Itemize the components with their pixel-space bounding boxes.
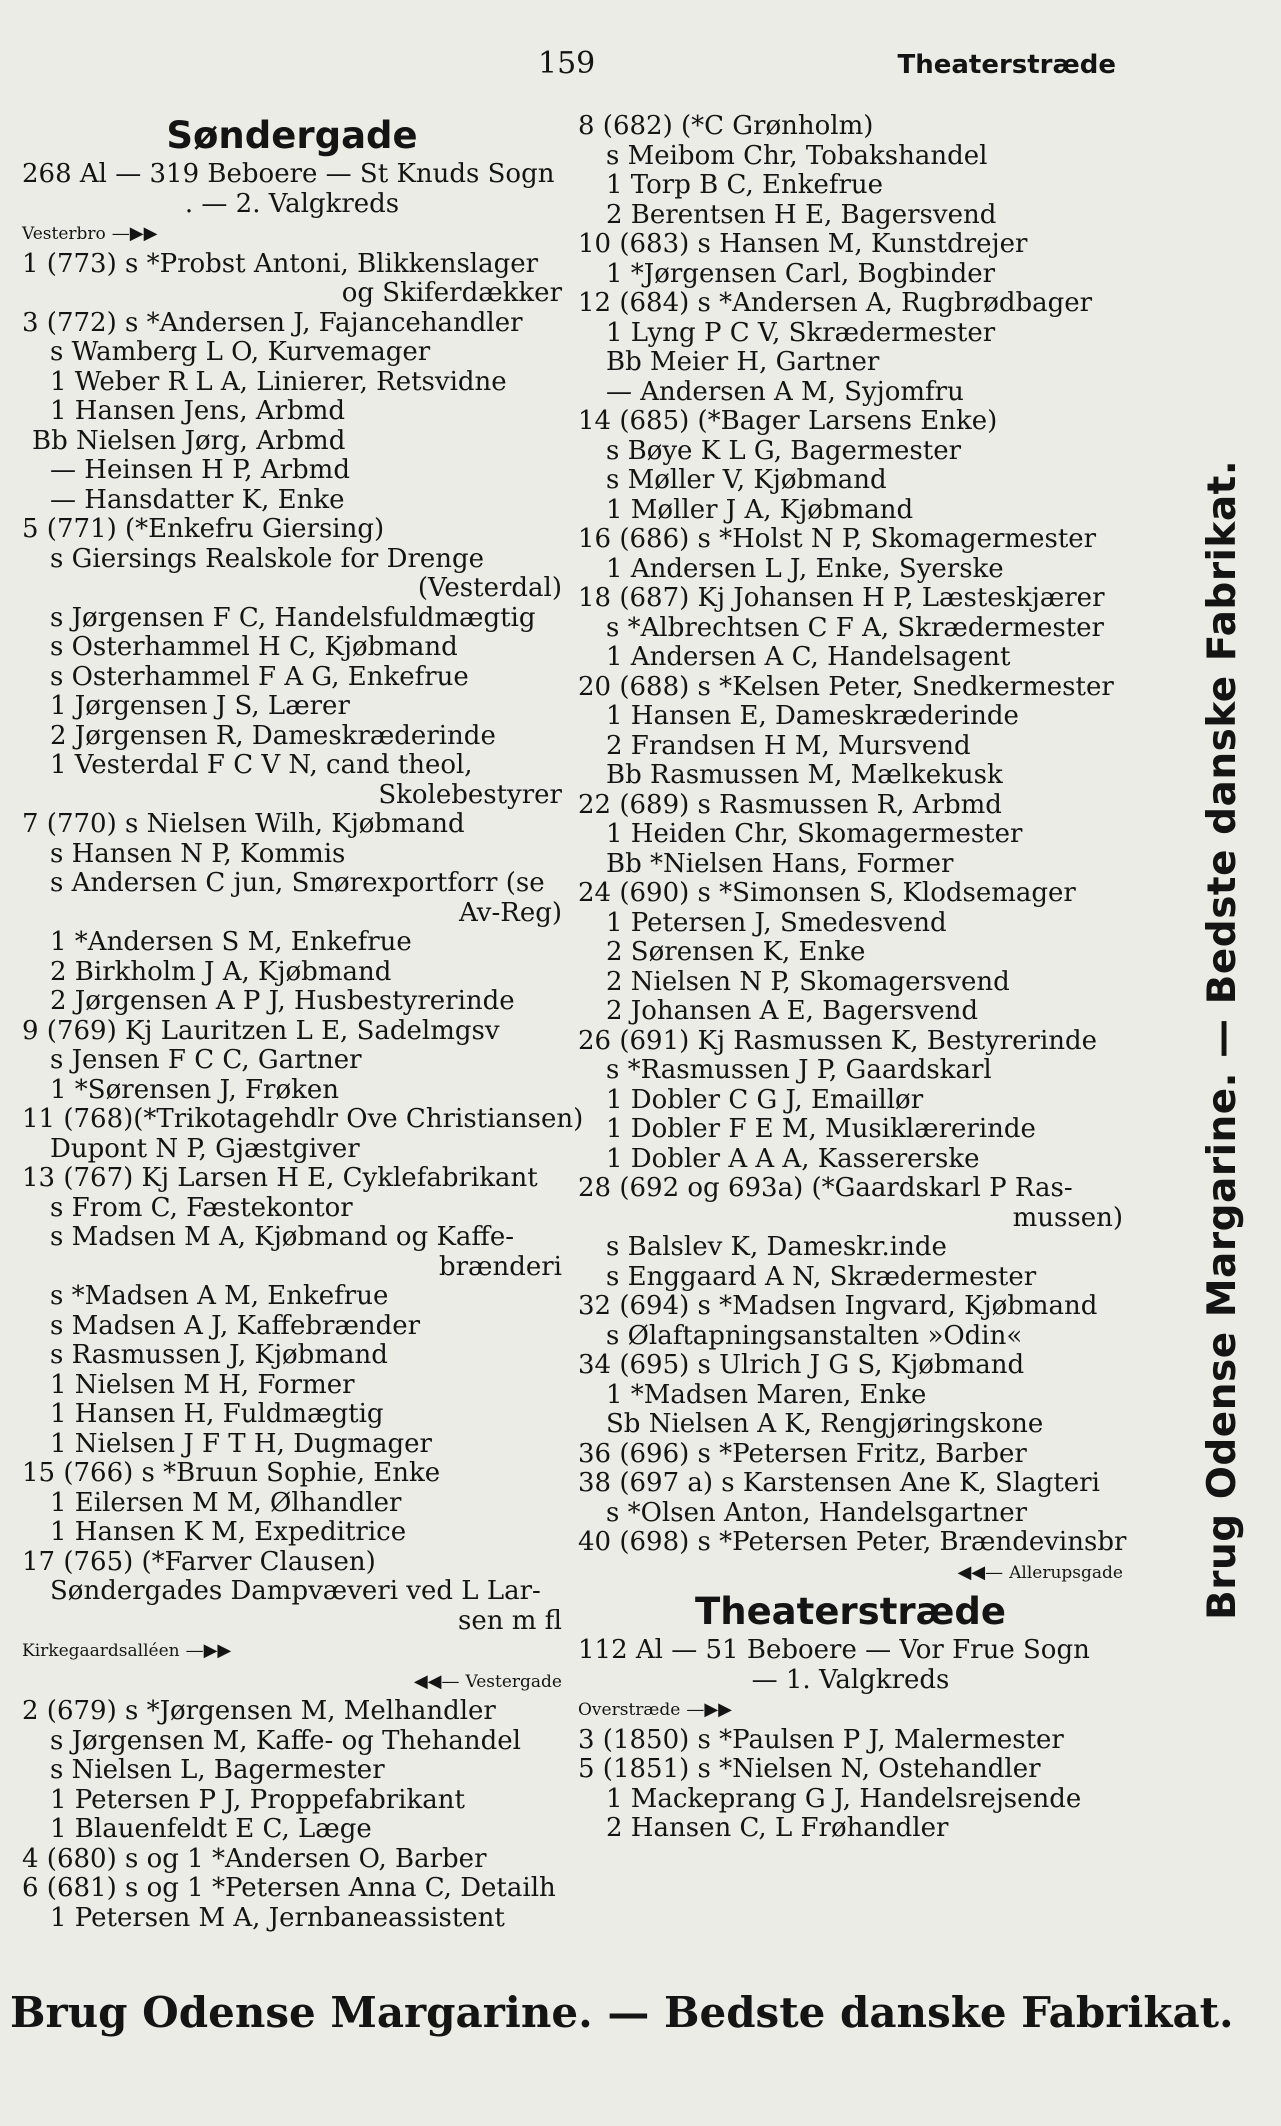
direction-arrow-icon: ◀◀— [413,1670,460,1692]
directory-line: 12 (684) s *Andersen A, Rugbrødbager [578,288,1093,318]
directory-line: 1 Hansen K M, Expeditrice [50,1517,407,1547]
directory-line: 7 (770) s Nielsen Wilh, Kjøbmand [22,809,465,839]
directory-line: s Madsen M A, Kjøbmand og Kaffe- [50,1222,515,1252]
directory-line: sen m fl [458,1605,562,1636]
directory-line: 1 Eilersen M M, Ølhandler [50,1487,402,1518]
directory-line: 1 Mackeprang G J, Handelsrejsende [606,1783,1082,1814]
directory-line: 11 (768)(*Trikotagehdlr Ove Christiansen) [22,1104,584,1134]
directory-line: 9 (769) Kj Lauritzen L E, Sadelmgsv [22,1015,500,1046]
directory-line: Bb *Nielsen Hans, Former [606,848,954,879]
directory-line: 32 (694) s *Madsen Ingvard, Kjøbmand [578,1291,1098,1321]
directory-line: 3 (772) s *Andersen J, Fajancehandler [22,307,523,338]
directory-line: 2 Jørgensen A P J, Husbestyrerinde [50,986,515,1016]
directory-line: 15 (766) s *Bruun Sophie, Enke [22,1458,441,1488]
directory-line: 13 (767) Kj Larsen H E, Cyklefabrikant [22,1163,538,1193]
page-number: 159 [538,46,596,81]
directory-line: 36 (696) s *Petersen Fritz, Barber [578,1438,1027,1469]
directory-line: 1 Petersen M A, Jernbaneassistent [50,1902,505,1933]
directory-line: 1 Petersen J, Smedesvend [606,907,947,938]
directory-line: s Enggaard A N, Skrædermester [606,1261,1037,1292]
directory-line: s Jørgensen M, Kaffe- og Thehandel [50,1725,521,1756]
directory-line: Kirkegaardsalléen —▶▶ [22,1636,562,1667]
directory-line: 1 *Madsen Maren, Enke [606,1379,927,1410]
directory-line: Overstræde —▶▶ [578,1695,1123,1726]
directory-line: Bb Meier H, Gartner [606,347,880,377]
directory-line: 1 Nielsen J F T H, Dugmager [50,1428,432,1459]
directory-line: 2 Johansen A E, Bagersvend [606,996,979,1026]
directory-line: (Vesterdal) [417,573,562,603]
directory-line: 1 *Jørgensen Carl, Bogbinder [606,258,996,289]
directory-line: 16 (686) s *Holst N P, Skomagermester [578,524,1097,554]
directory-line: 1 Jørgensen J S, Lærer [50,691,350,721]
directory-line: 5 (771) (*Enkefru Giersing) [22,514,385,544]
directory-line: — Heinsen H P, Arbmd [50,455,350,485]
directory-line: 1 Heiden Chr, Skomagermester [606,819,1023,849]
directory-line: s *Madsen A M, Enkefrue [50,1281,389,1311]
directory-line: 1 Dobler F E M, Musiklærerinde [606,1114,1036,1144]
directory-line: 10 (683) s Hansen M, Kunstdrejer [578,229,1028,259]
directory-line: ◀◀— Vestergade [22,1667,562,1698]
directory-line: 1 Dobler C G J, Emaillør [606,1084,924,1115]
directory-line: 1 *Andersen S M, Enkefrue [50,927,412,957]
directory-line: s Osterhammel F A G, Enkefrue [50,661,469,692]
directory-line: 34 (695) s Ulrich J G S, Kjøbmand [578,1350,1025,1380]
directory-line: 14 (685) (*Bager Larsens Enke) [578,406,998,436]
directory-line: 2 Jørgensen R, Dameskræderinde [50,720,496,751]
directory-line: s Madsen A J, Kaffebrænder [50,1310,421,1341]
section-heading: Theaterstræde [695,1590,1006,1633]
directory-line: — Andersen A M, Syjomfru [606,376,964,407]
directory-line: s From C, Fæstekontor [50,1192,353,1223]
directory-line: 2 Hansen C, L Frøhandler [606,1813,949,1843]
directory-line: 2 (679) s *Jørgensen M, Melhandler [22,1696,496,1726]
directory-line: s Meibom Chr, Tobakshandel [606,140,988,171]
directory-line: 1 Andersen L J, Enke, Syerske [606,553,1004,584]
directory-line: 2 Nielsen N P, Skomagersvend [606,966,1010,997]
directory-line: Bb Rasmussen M, Mælkekusk [606,760,1003,790]
directory-line: 1 Hansen E, Dameskræderinde [606,701,1019,731]
directory-line: brænderi [438,1251,562,1282]
direction-arrow-icon: —▶▶ [686,1699,733,1720]
directory-line: 38 (697 a) s Karstensen Ane K, Slagteri [578,1468,1100,1498]
directory-line: Dupont N P, Gjæstgiver [50,1133,360,1164]
directory-line: Sb Nielsen A K, Rengjøringskone [606,1409,1044,1439]
directory-line: 1 Nielsen M H, Former [50,1369,355,1400]
left-column [22,112,584,1933]
directory-line: s Jørgensen F C, Handelsfuldmægtig [50,602,536,633]
side-advertisement: Brug Odense Margarine. — Bedste danske Fabrikat. [1200,459,1245,1620]
directory-line: 2 Sørensen K, Enke [606,937,866,967]
directory-line: 18 (687) Kj Johansen H P, Læsteskjærer [578,583,1105,613]
directory-line: 1 Vesterdal F C V N, cand theol, [50,750,473,780]
directory-line: s Giersings Realskole for Drenge [50,543,485,574]
directory-line: 1 *Sørensen J, Frøken [50,1074,340,1105]
directory-line: 1 Petersen P J, Proppefabrikant [50,1784,465,1815]
directory-line: s Andersen C jun, Smørexportforr (se [50,868,545,898]
directory-line: s Møller V, Kjøbmand [606,465,887,495]
directory-line: 2 Birkholm J A, Kjøbmand [50,956,392,987]
directory-line: . — 2. Valgkreds [184,188,400,219]
directory-line: mussen) [1012,1202,1123,1233]
directory-line: Av-Reg) [459,897,562,928]
directory-line: og Skiferdækker [341,278,562,308]
directory-line: 1 Møller J A, Kjøbmand [606,494,914,525]
directory-line: 20 (688) s *Kelsen Peter, Snedkermester [578,671,1114,702]
right-column [578,111,1127,1844]
directory-line: s Osterhammel H C, Kjøbmand [50,632,458,662]
directory-line: 3 (1850) s *Paulsen P J, Malermester [578,1724,1064,1755]
directory-line: s *Rasmussen J P, Gaardskarl [606,1055,992,1085]
directory-line: — 1. Valgkreds [751,1664,950,1695]
directory-line: 1 Torp B C, Enkefrue [606,170,884,200]
directory-line: s Nielsen L, Bagermester [50,1755,385,1785]
directory-line: — Hansdatter K, Enke [50,484,345,515]
directory-line: 6 (681) s og 1 *Petersen Anna C, Detailh [22,1873,556,1903]
directory-line: 1 Weber R L A, Linierer, Retsvidne [50,366,507,397]
directory-line: 1 Hansen H, Fuldmægtig [50,1399,384,1429]
directory-line: s Rasmussen J, Kjøbmand [50,1340,388,1370]
directory-line: 1 Andersen A C, Handelsagent [606,642,1011,672]
directory-line: 268 Al — 319 Beboere — St Knuds Sogn [22,159,555,189]
directory-line: 28 (692 og 693a) (*Gaardskarl P Ras- [578,1173,1073,1203]
directory-line: 40 (698) s *Petersen Peter, Brændevinsbr [578,1527,1127,1557]
directory-line: 17 (765) (*Farver Clausen) [22,1546,376,1577]
directory-line: s Ølaftapningsanstalten »Odin« [606,1320,1023,1351]
directory-line: Vesterbro —▶▶ [22,219,562,250]
direction-arrow-icon: —▶▶ [111,223,158,244]
directory-line: s Bøye K L G, Bagermester [606,435,962,466]
directory-line: 2 Berentsen H E, Bagersvend [606,199,997,230]
directory-line: s Jensen F C C, Gartner [50,1045,362,1075]
directory-line: Søndergades Dampvæveri ved L Lar- [50,1576,541,1606]
directory-line: ◀◀— Allerupsgade [578,1558,1123,1589]
directory-line: 112 Al — 51 Beboere — Vor Frue Sogn [578,1635,1090,1665]
directory-line: 8 (682) (*C Grønholm) [578,111,874,141]
directory-line: 5 (1851) s *Nielsen N, Ostehandler [578,1754,1041,1784]
running-head: Theaterstræde [897,50,1116,80]
section-heading: Søndergade [166,114,418,157]
directory-line: 24 (690) s *Simonsen S, Klodsemager [578,878,1076,908]
directory-line: s Wamberg L O, Kurvemager [50,337,431,367]
directory-line: 4 (680) s og 1 *Andersen O, Barber [22,1843,487,1874]
directory-line: Bb Nielsen Jørg, Arbmd [32,425,346,456]
directory-line: s *Albrechtsen C F A, Skrædermester [606,612,1104,643]
directory-line: Skolebestyrer [378,779,562,810]
directory-line: s Hansen N P, Kommis [50,838,346,869]
directory-line: 26 (691) Kj Rasmussen K, Bestyrerinde [578,1025,1098,1056]
directory-line: s *Olsen Anton, Handelsgartner [606,1497,1028,1528]
direction-arrow-icon: —▶▶ [185,1640,232,1661]
directory-line: 1 Dobler A A A, Kassererske [606,1143,980,1174]
directory-line: 2 Frandsen H M, Mursvend [606,730,971,761]
directory-line: s Balslev K, Dameskr.inde [606,1232,947,1262]
directory-line: 22 (689) s Rasmussen R, Arbmd [578,789,1002,820]
directory-line: 1 (773) s *Probst Antoni, Blikkenslager [22,248,539,279]
directory-line: 1 Lyng P C V, Skrædermester [606,317,996,348]
directory-line: 1 Blauenfeldt E C, Læge [50,1814,372,1844]
bottom-advertisement: Brug Odense Margarine. — Bedste danske Fabrikat. [10,1988,1234,2037]
direction-arrow-icon: ◀◀— [957,1561,1004,1583]
directory-line: 1 Hansen Jens, Arbmd [50,396,346,426]
